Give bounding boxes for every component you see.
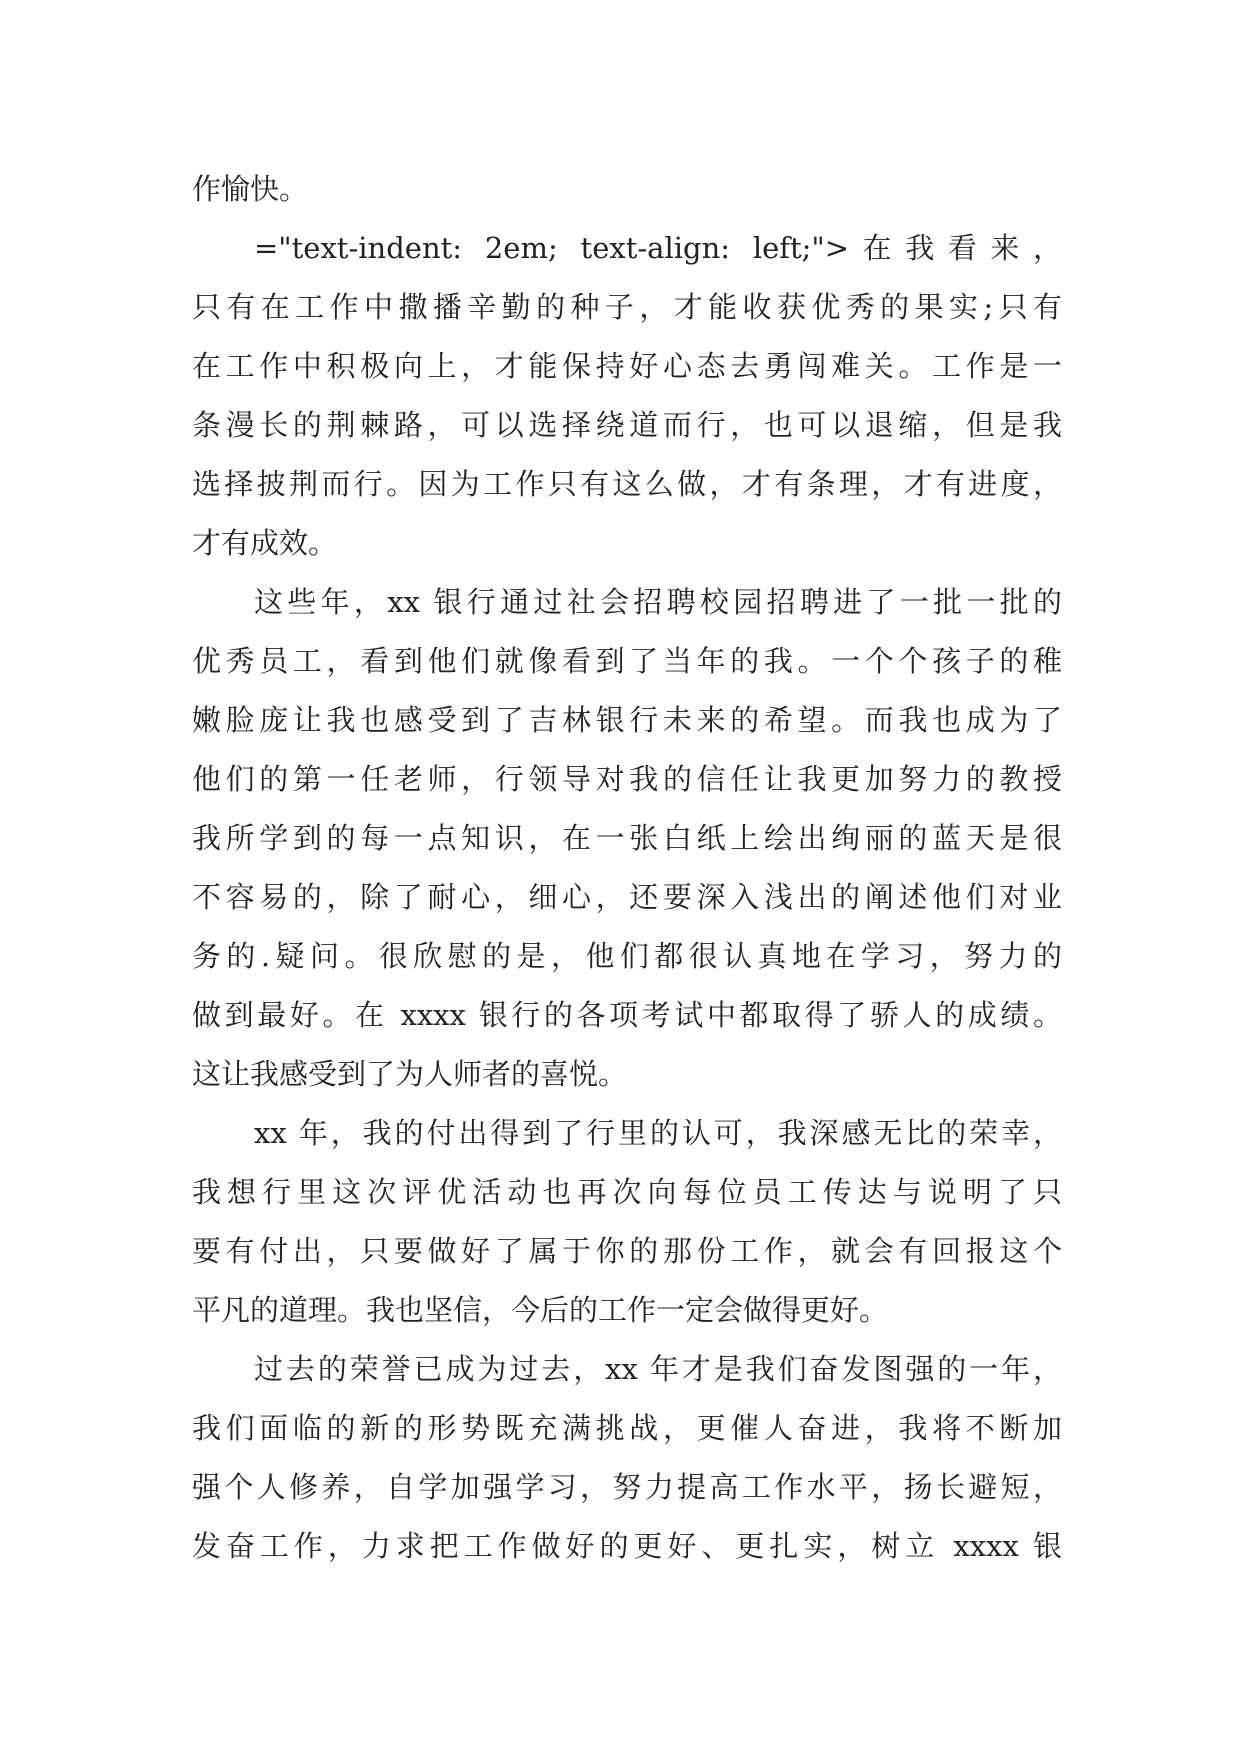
- text-line: 要有付出，只要做好了属于你的那份工作，就会有回报这个: [192, 1234, 1062, 1268]
- text-line: xx 年，我的付出得到了行里的认可，我深感无比的荣幸，: [254, 1116, 1062, 1150]
- text-line: 做到最好。在 xxxx 银行的各项考试中都取得了骄人的成绩。: [192, 998, 1062, 1032]
- text-line: 嫩脸庞让我也感受到了吉林银行未来的希望。而我也成为了: [192, 703, 1062, 737]
- text-line: 他们的第一任老师，行领导对我的信任让我更加努力的教授: [192, 762, 1062, 796]
- text-line: 过去的荣誉已成为过去，xx 年才是我们奋发图强的一年，: [254, 1352, 1062, 1386]
- text-line: 只有在工作中撒播辛勤的种子，才能收获优秀的果实;只有: [192, 290, 1062, 324]
- text-line: 不容易的，除了耐心，细心，还要深入浅出的阐述他们对业: [192, 880, 1062, 914]
- text-line: 我所学到的每一点知识，在一张白纸上绘出绚丽的蓝天是很: [192, 821, 1062, 855]
- document-body: [192, 160, 1062, 1576]
- text-line: ="text-indent: 2em; text-align: left;">在我看来，: [254, 231, 1062, 265]
- text-line: 平凡的道理。我也坚信，今后的工作一定会做得更好。: [192, 1293, 889, 1327]
- text-line: 我们面临的新的形势既充满挑战，更催人奋进，我将不断加: [192, 1411, 1062, 1445]
- text-line: 发奋工作，力求把工作做好的更好、更扎实，树立 xxxx 银: [192, 1529, 1062, 1563]
- text-line: 作愉快。: [192, 172, 309, 206]
- text-line: 强个人修养，自学加强学习，努力提高工作水平，扬长避短，: [192, 1470, 1062, 1504]
- text-line: 这让我感受到了为人师者的喜悦。: [192, 1057, 628, 1091]
- text-line: 务的.疑问。很欣慰的是，他们都很认真地在学习，努力的: [192, 939, 1062, 973]
- text-line: 条漫长的荆棘路，可以选择绕道而行，也可以退缩，但是我: [192, 408, 1062, 442]
- text-line: 选择披荆而行。因为工作只有这么做，才有条理，才有进度，: [192, 467, 1062, 501]
- text-line: 优秀员工，看到他们就像看到了当年的我。一个个孩子的稚: [192, 644, 1062, 678]
- text-line: 才有成效。: [192, 526, 338, 560]
- text-line: 我想行里这次评优活动也再次向每位员工传达与说明了只: [192, 1175, 1062, 1209]
- text-line: 这些年，xx 银行通过社会招聘校园招聘进了一批一批的: [254, 585, 1062, 619]
- text-line: 在工作中积极向上，才能保持好心态去勇闯难关。工作是一: [192, 349, 1062, 383]
